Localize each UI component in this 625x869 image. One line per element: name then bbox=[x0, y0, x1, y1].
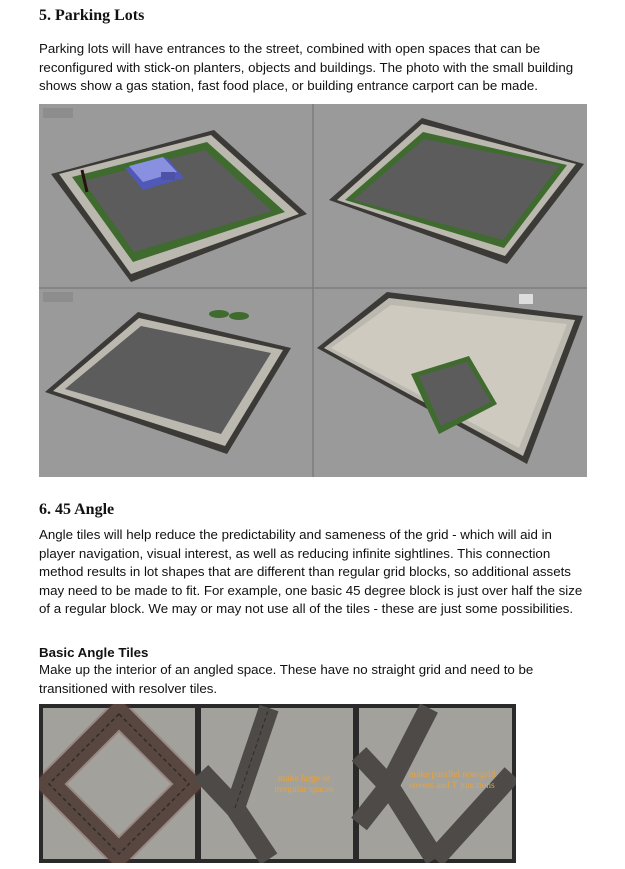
parking-lots-renders bbox=[39, 104, 587, 477]
parking-lots-paragraph: Parking lots will have entrances to the street, combined with open spaces that can be reconfigured with stick-on planters, objects and buildings. The photo with the small building shows show a gas station, fast food place, or building entrance carport can be made. bbox=[39, 41, 574, 94]
angle-tiles-renders bbox=[39, 704, 516, 863]
tile-caption-parallel-streets: make parallel non-grid streets and T junctions bbox=[408, 770, 496, 791]
basic-angle-tiles-paragraph: Make up the interior of an angled space. These have no straight grid and need to be transitioned with resolver tiles. bbox=[39, 662, 534, 696]
angle-paragraph: Angle tiles will help reduce the predictability and sameness of the grid - which will aid in player navigation, visual interest, as well as reducing infinite sightlines. This connection method results in lot shapes that are different than regular grid blocks, so additional assets may need to be made to fit. For example, one basic 45 degree block is just over half the size of a regular block. We may or may not use all of the tiles - these are just some possibilities. bbox=[39, 527, 583, 617]
subheading-basic-angle-tiles: Basic Angle Tiles bbox=[39, 645, 149, 660]
tile-caption-irregular-spaces: make large or irregular spaces bbox=[274, 774, 334, 795]
section-heading-45-angle: 6. 45 Angle bbox=[39, 501, 115, 518]
section-heading-parking-lots: 5. Parking Lots bbox=[39, 7, 145, 24]
angle-tile-diamond bbox=[43, 708, 195, 859]
